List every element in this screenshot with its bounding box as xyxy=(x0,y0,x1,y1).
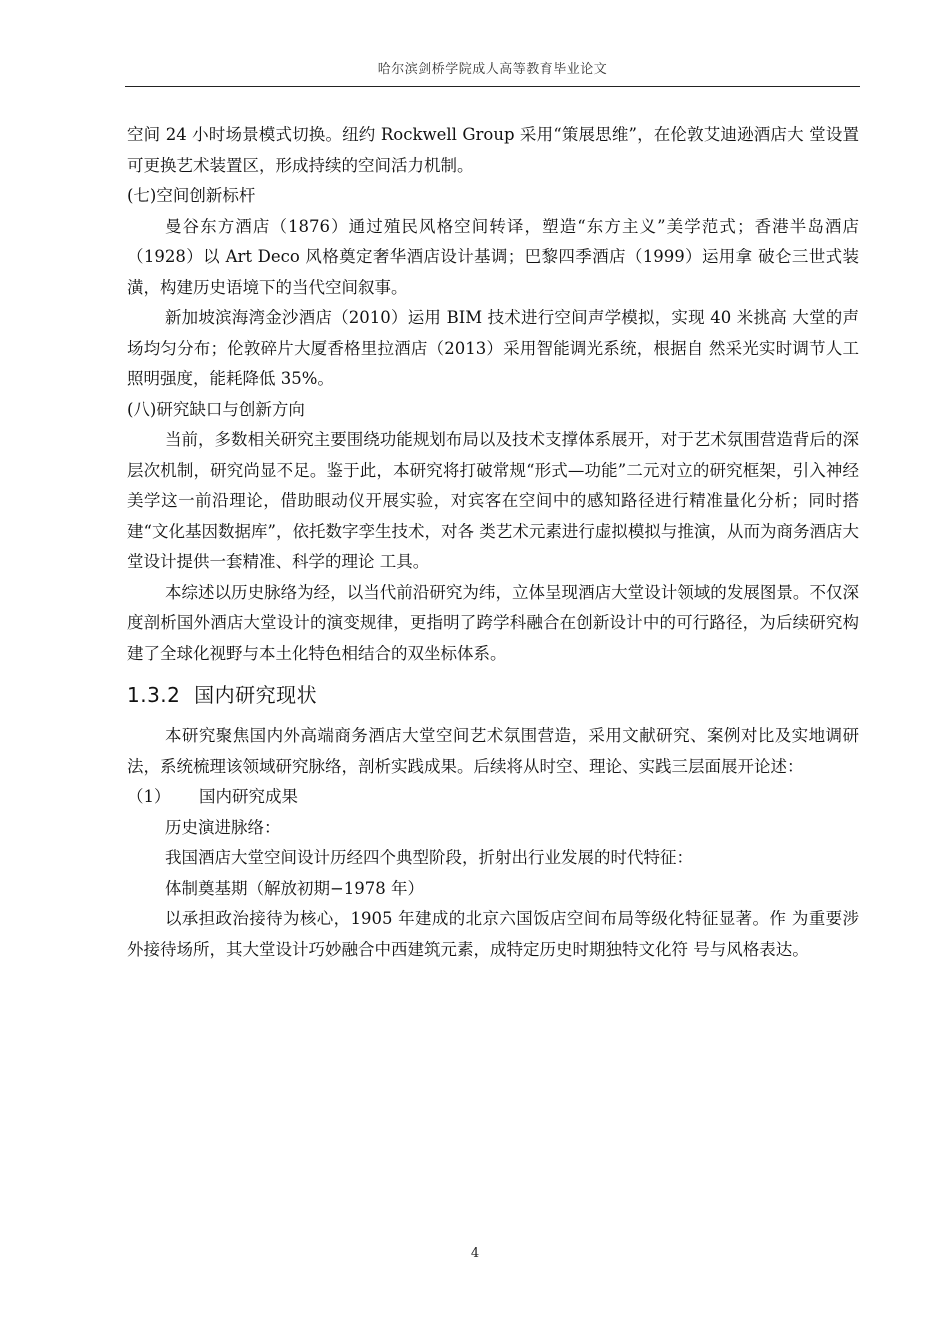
paragraph-continuation: 空间 24 小时场景模式切换。纽约 Rockwell Group 采用“策展思维”，在伦敦艾迪逊酒店大 堂设置可更换艺术装置区，形成持续的空间活力机制。 xyxy=(127,125,859,175)
paragraph-history-label: 历史演进脉络： xyxy=(164,817,281,837)
paragraph-domestic-intro: 本研究聚焦国内外高端商务酒店大堂空间艺术氛围营造，采用文献研究、案例对比及实地调研法，系统梳理该领域研究脉络，剖析实践成果。后续将从时空、理论、实践三层面展开论述： xyxy=(127,726,859,776)
subheading-eight: (八)研究缺口与创新方向 xyxy=(127,399,305,419)
paragraph-historic-hotels: 曼谷东方酒店（1876）通过殖民风格空间转译，塑造“东方主义”美学范式；香港半岛酒店（1928）以 Art Deco 风格奠定奢华酒店设计基调；巴黎四季酒店（1999）运用拿 破仑三世式装潢，构建历史语境下的当代空间叙事。 xyxy=(127,216,859,297)
section-number: 1.3.2 xyxy=(127,683,181,707)
paragraph-summary: 本综述以历史脉络为经，以当代前沿研究为纬，立体呈现酒店大堂设计领域的发展图景。不仅深度剖析国外酒店大堂设计的演变规律，更指明了跨学科融合在创新设计中的可行路径，为后续研究构建了全球化视野与本土化特色相结合的双坐标体系。 xyxy=(127,582,859,663)
paragraph-four-stages: 我国酒店大堂空间设计历经四个典型阶段，折射出行业发展的时代特征： xyxy=(164,848,693,867)
paragraph-six-nations-hotel: 以承担政治接待为核心，1905 年建成的北京六国饭店空间布局等级化特征显著。作 为重要涉外接待场所，其大堂设计巧妙融合中西建筑元素，成特定历史时期独特文化符 号与风格表达。 xyxy=(127,909,859,959)
page-number: 4 xyxy=(470,1246,480,1261)
paragraph-research-gap: 当前，多数相关研究主要围绕功能规划布局以及技术支撑体系展开，对于艺术氛围营造背后的深层次机制，研究尚显不足。鉴于此，本研究将打破常规“形式—功能”二元对立的研究框架，引入神经美学这一前沿理论，借助眼动仪开展实验，对宾客在空间中的感知路径进行精准量化分析；同时搭建“文化基因数据库”，依托数字孪生技术，对各 类艺术元素进行虚拟模拟与推演，从而为商务酒店大堂设计提供一套精准、科学的理论 工具。 xyxy=(127,430,859,571)
list-item-label: 国内研究成果 xyxy=(199,787,298,806)
page-header: 哈尔滨剑桥学院成人高等教育毕业论文 xyxy=(377,62,608,77)
section-heading xyxy=(127,673,859,717)
paragraph-modern-hotels: 新加坡滨海湾金沙酒店（2010）运用 BIM 技术进行空间声学模拟，实现 40 米挑高 大堂的声场均匀分布；伦敦碎片大厦香格里拉酒店（2013）采用智能调光系统，根据自 然采光实时调节人工照明强度，能耗降低 35%。 xyxy=(127,308,859,388)
document-body xyxy=(127,120,859,965)
section-title: 国内研究现状 xyxy=(194,683,318,707)
header-divider xyxy=(125,86,860,87)
list-marker: （1） xyxy=(127,787,171,806)
subheading-seven: (七)空间创新标杆 xyxy=(127,186,256,205)
list-item xyxy=(127,782,859,813)
paragraph-stage-one: 体制奠基期（解放初期−1978 年） xyxy=(164,878,424,898)
